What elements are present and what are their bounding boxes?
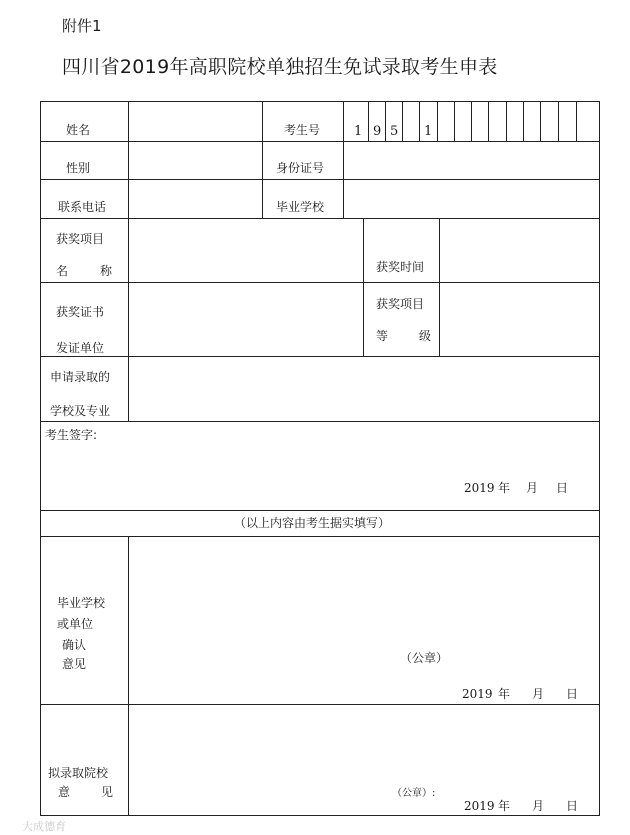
- apply-field[interactable]: [129, 357, 599, 420]
- digit-cell-divider: [402, 101, 403, 141]
- exam-no-label: 考生号: [284, 123, 321, 137]
- digit-cell-divider: [576, 101, 577, 141]
- admit-date-month-char: 月: [532, 799, 545, 813]
- fill-note: （以上内容由考生据实填写）: [234, 516, 391, 530]
- signature-label: 考生签字:: [45, 428, 98, 442]
- digit-cell-divider: [471, 101, 472, 141]
- signature-area[interactable]: [41, 445, 599, 509]
- exam-no-digit: 5: [390, 124, 399, 139]
- signature-date-year-char: 年: [498, 481, 511, 495]
- digit-cell-divider: [558, 101, 559, 141]
- exam-no-digit: 1: [354, 124, 363, 139]
- award-level-field[interactable]: [440, 283, 599, 355]
- exam-no-digit: 9: [373, 124, 382, 139]
- award-item-field[interactable]: [129, 219, 362, 281]
- award-level-label: 获奖项目: [376, 297, 425, 311]
- confirm-label: 意见: [62, 657, 87, 671]
- exam-no-digit: 1: [424, 124, 433, 139]
- admit-label: 见: [101, 785, 114, 799]
- confirm-label: 毕业学校: [57, 596, 106, 610]
- award-time-field[interactable]: [440, 219, 599, 281]
- row-divider: [40, 421, 600, 422]
- gender-field[interactable]: [129, 142, 261, 178]
- award-level-label: 级: [419, 329, 432, 343]
- id-field[interactable]: [344, 142, 599, 178]
- award-item-label: 名: [56, 264, 69, 278]
- page-title: 四川省2019年高职院校单独招生免试录取考生申表: [62, 56, 498, 78]
- name-label: 姓名: [66, 123, 91, 137]
- award-time-label: 获奖时间: [376, 260, 425, 274]
- digit-cell-divider: [506, 101, 507, 141]
- gender-label: 性别: [66, 161, 91, 175]
- confirm-label: 或单位: [57, 617, 94, 631]
- phone-field[interactable]: [129, 180, 261, 217]
- award-item-label: 获奖项目: [56, 232, 105, 246]
- col-divider: [262, 101, 263, 218]
- watermark: 大成德育: [22, 820, 66, 833]
- digit-cell-divider: [523, 101, 524, 141]
- admit-label: 意: [58, 785, 71, 799]
- admit-label: 拟录取院校: [48, 766, 109, 780]
- apply-label: 学校及专业: [50, 404, 111, 418]
- cert-label: 发证单位: [56, 341, 105, 355]
- award-level-label: 等: [376, 329, 389, 343]
- digit-cell-divider: [437, 101, 438, 141]
- row-divider: [40, 510, 600, 511]
- apply-label: 申请录取的: [50, 370, 111, 384]
- grad-school-label: 毕业学校: [276, 200, 325, 214]
- phone-label: 联系电话: [58, 200, 107, 214]
- signature-date-year: 2019: [464, 481, 495, 495]
- admit-date-day-char: 日: [566, 799, 579, 813]
- seal-label: （公章）: [400, 651, 449, 665]
- signature-date-month-char: 月: [526, 481, 539, 495]
- attachment-label: 附件1: [62, 17, 102, 35]
- grad-school-field[interactable]: [344, 180, 599, 217]
- digit-cell-divider: [419, 101, 420, 141]
- award-item-label: 称: [100, 264, 113, 278]
- admit-field[interactable]: [129, 705, 599, 815]
- col-divider: [363, 218, 364, 356]
- id-label: 身份证号: [276, 161, 325, 175]
- name-field[interactable]: [129, 102, 261, 140]
- digit-cell-divider: [368, 101, 369, 141]
- confirm-label: 确认: [62, 638, 87, 652]
- digit-cell-divider: [385, 101, 386, 141]
- confirm-field[interactable]: [129, 537, 599, 703]
- admit-date-year: 2019: [464, 799, 495, 813]
- admit-date-year-char: 年: [498, 799, 511, 813]
- seal-label: （公章）:: [392, 788, 436, 799]
- confirm-date-day-char: 日: [566, 687, 579, 701]
- signature-date-day-char: 日: [556, 481, 569, 495]
- cert-field[interactable]: [129, 283, 362, 355]
- digit-cell-divider: [540, 101, 541, 141]
- digit-cell-divider: [454, 101, 455, 141]
- digit-cell-divider: [488, 101, 489, 141]
- cert-label: 获奖证书: [56, 305, 105, 319]
- confirm-date-month-char: 月: [532, 687, 545, 701]
- confirm-date-year: 2019: [462, 687, 493, 701]
- confirm-date-year-char: 年: [498, 687, 511, 701]
